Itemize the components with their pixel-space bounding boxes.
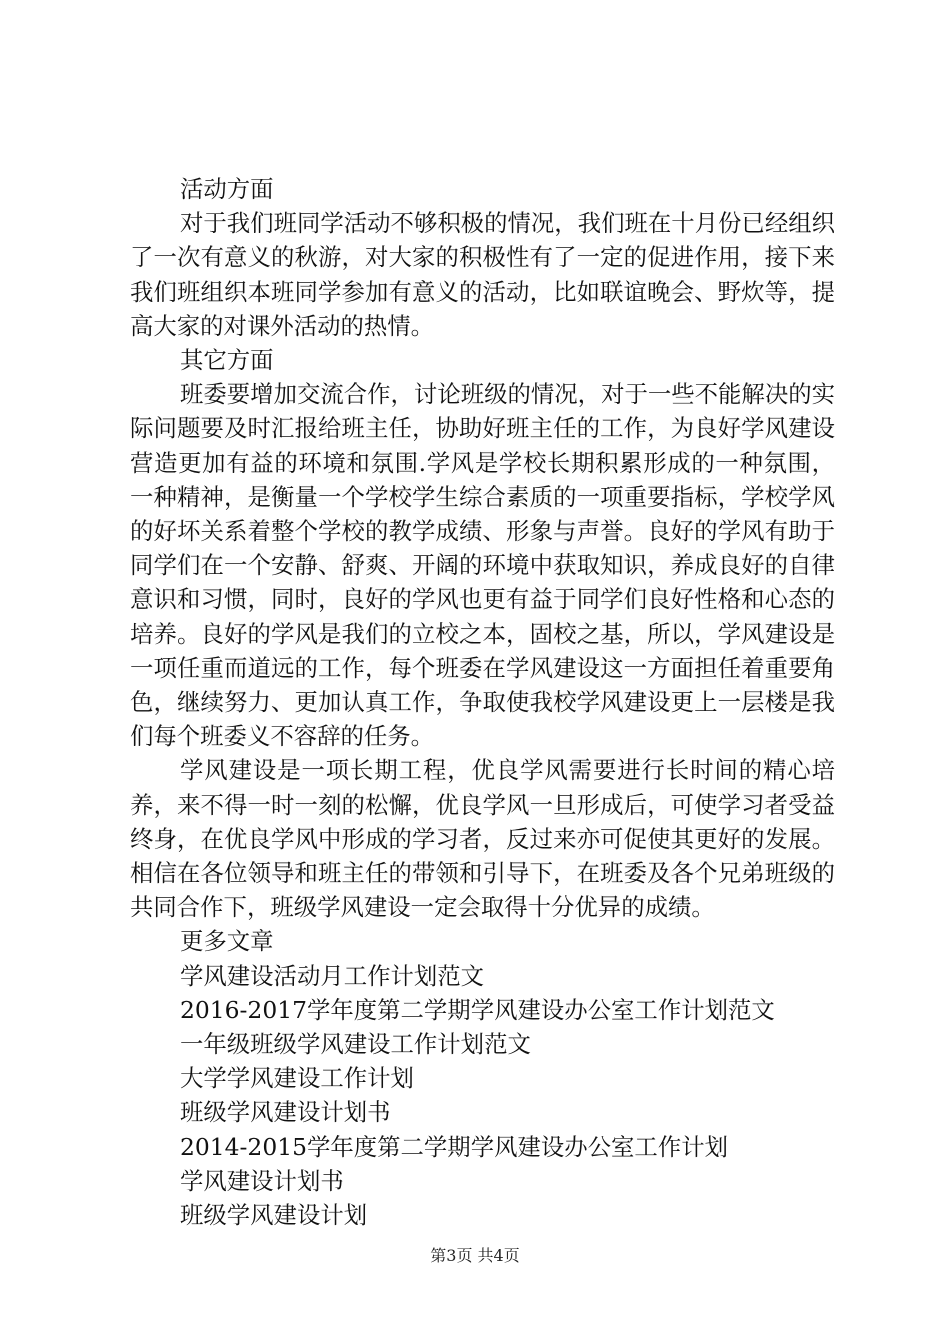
more-article-link[interactable]: 学风建设活动月工作计划范文 [180,961,485,990]
more-article-link[interactable]: 学风建设计划书 [180,1166,344,1195]
more-article-link[interactable]: 2016-2017学年度第二学期学风建设办公室工作计划范文 [180,995,775,1024]
section-heading-other: 其它方面 [180,346,274,375]
page-number-footer: 第3页 共4页 [430,1246,520,1265]
more-article-link[interactable]: 大学学风建设工作计划 [180,1064,414,1093]
more-article-link[interactable]: 班级学风建设计划 [180,1201,368,1230]
more-articles-title: 更多文章 [180,927,274,956]
more-article-link[interactable]: 2014-2015学年度第二学期学风建设办公室工作计划 [180,1132,728,1161]
other-paragraph-2: 学风建设是一项长期工程，优良学风需要进行长时间的精心培养，来不得一时一刻的松懈，优良学风一旦形成后，可使学习者受益终身，在优良学风中形成的学习者，反过来亦可促使其更好的发展。相信在各位领导和班主任的带领和引导下，在班委及各个兄弟班级的共同合作下，班级学风建设一定会取得十分优异的成绩。 [130,756,835,922]
other-paragraph-1: 班委要增加交流合作，讨论班级的情况，对于一些不能解决的实际问题要及时汇报给班主任，协助好班主任的工作，为良好学风建设营造更加有益的环境和氛围.学风是学校长期积累形成的一种氛围，一种精神，是衡量一个学校学生综合素质的一项重要指标，学校学风的好坏关系着整个学校的教学成绩、形象与声誉。良好的学风有助于同学们在一个安静、舒爽、开阔的环境中获取知识，养成良好的自律意识和习惯，同时，良好的学风也更有益于同学们良好性格和心态的培养。良好的学风是我们的立校之本，固校之基，所以，学风建设是一项任重而道远的工作，每个班委在学风建设这一方面担任着重要角色，继续努力、更加认真工作，争取使我校学风建设更上一层楼是我们每个班委义不容辞的任务。 [130,380,835,751]
activities-paragraph: 对于我们班同学活动不够积极的情况，我们班在十月份已经组织了一次有意义的秋游，对大家的积极性有了一定的促进作用，接下来我们班组织本班同学参加有意义的活动，比如联谊晚会、野炊等，提高大家的对课外活动的热情。 [130,209,835,340]
section-heading-activities: 活动方面 [180,175,274,203]
document-body [130,172,835,1232]
more-articles-list [130,959,835,1233]
more-article-link[interactable]: 班级学风建设计划书 [180,1098,391,1127]
more-article-link[interactable]: 一年级班级学风建设工作计划范文 [180,1030,531,1059]
